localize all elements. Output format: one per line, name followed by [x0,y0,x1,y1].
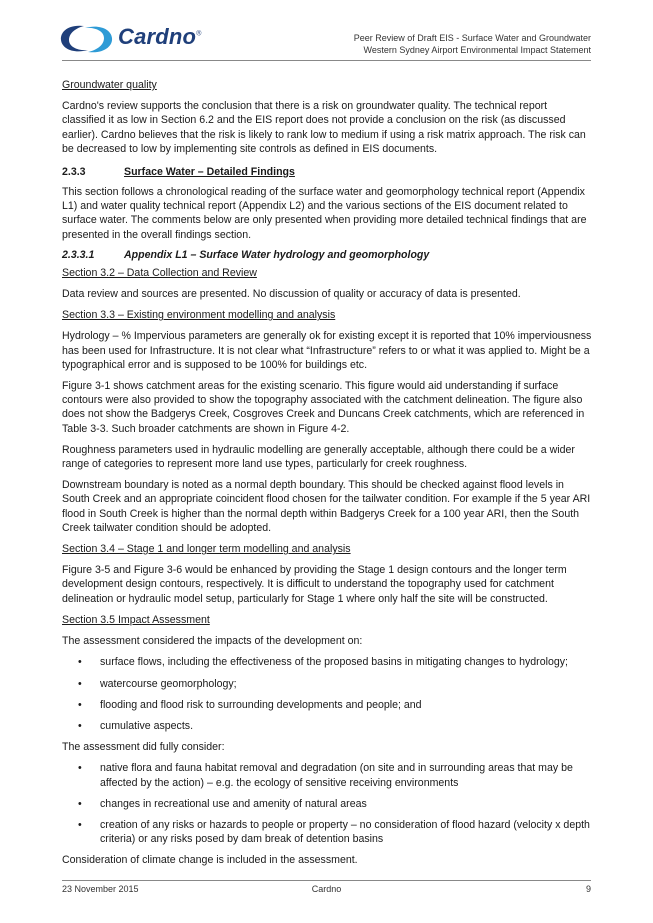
page-number: 9 [585,884,591,894]
footer-date: 23 November 2015 [62,884,139,894]
section-3-4-heading: Section 3.4 – Stage 1 and longer term modelling and analysis [62,543,351,556]
subsection-title: Appendix L1 – Surface Water hydrology and geomorphology [124,248,430,261]
section-3-3-paragraph-4: Downstream boundary is noted as a normal depth boundary. This should be checked against flood levels in South Creek and an appropriate coincident flood chosen for the tailwater condition. For example if the 5 year ARI flood in South Creek is higher than the normal depth within Badgerys Creek for a 100 year ARI, then the South Creek tailwater condition should be adopted. [62,479,591,534]
bullet-icon: • [78,677,82,690]
section-3-3-paragraph-2: Figure 3-1 shows catchment areas for the existing scenario. This figure would aid understanding if surface contours were also provided to show the topography associated with the catchment delineation. The figure also does not show the Badgerys Creek, Cosgroves Creek and Duncans Creek catchments, which are referenced in Table 3-3. Such broader catchments are shown in Figure 4-2. [62,380,585,435]
bullet-icon: • [78,818,82,831]
list-item: • creation of any risks or hazards to people or property – no consideration of flood hazard (velocity x depth criteria) or any risks posed by dam break of detention basins [78,818,590,846]
list-item: • cumulative aspects. [78,719,194,732]
section-3-5-heading: Section 3.5 Impact Assessment [62,613,210,626]
footer-divider [62,880,591,881]
footer-company: Cardno [311,884,342,894]
section-3-3-heading: Section 3.3 – Existing environment modelling and analysis [62,309,336,322]
bullet-icon: • [78,797,82,810]
groundwater-paragraph: Cardno's review supports the conclusion that there is a risk on groundwater quality. The technical report classified it as low in Section 6.2 and the EIS report does not provide a conclusion on the risk (as discussed earlier). Cardno believes that the risk is likely to rank low to medium if using a risk matrix approach. The risk can be decreased to low by implementing site controls as defined in EIS documents. [62,100,586,155]
document-header-title [354,32,591,56]
cardno-swoosh-icon [58,22,116,56]
section-number: 2.3.3 [62,166,86,179]
section-3-3-paragraph-3: Roughness parameters used in hydraulic modelling are generally acceptable, although there could be a wider range of categories to represent more land use types, particularly for creek roughness. [62,443,575,471]
climate-change-paragraph: Consideration of climate change is included in the assessment. [62,854,358,867]
groundwater-heading: Groundwater quality [62,79,157,91]
header-title-line-1: Peer Review of Draft EIS - Surface Water and Groundwater [353,33,591,43]
logo-wordmark: Cardno® [118,24,202,49]
bullet-icon: • [78,762,82,775]
section-3-2-heading: Section 3.2 – Data Collection and Review [62,266,257,279]
section-3-5-intro: The assessment considered the impacts of the development on: [62,635,363,648]
fully-considered-list [62,761,592,846]
section-title: Surface Water – Detailed Findings [124,166,295,179]
subsection-number: 2.3.3.1 [62,248,95,261]
section-2-3-3-heading [62,166,592,178]
section-3-5-intro-2: The assessment did fully consider: [62,741,225,754]
cardno-logo [58,22,218,56]
document-body [62,78,592,875]
list-item: • flooding and flood risk to surrounding developments and people; and [78,698,422,711]
section-3-2-paragraph: Data review and sources are presented. No discussion of quality or accuracy of data is presented. [62,288,521,301]
header-divider [62,60,591,61]
list-item: • watercourse geomorphology; [78,677,237,690]
section-2-3-3-paragraph: This section follows a chronological reading of the surface water and geomorphology technical report (Appendix L1) and water quality technical report (Appendix L2) and the various sections of the EIS document related to surface water. The comments below are only presented when providing more detailed technical findings that are presented in the overall findings section. [62,186,587,241]
impacts-considered-list [62,655,592,733]
section-3-4-paragraph: Figure 3-5 and Figure 3-6 would be enhanced by providing the Stage 1 design contours and the longer term development design contours, respectively. It is difficult to understand the topography used for catchment delineation or hydraulic model setup, particularly for Stage 1 where only half the site will be constructed. [62,564,567,605]
section-2-3-3-1-heading [62,249,592,261]
list-item: • native flora and fauna habitat removal and degradation (on site and in surrounding areas that may be affected by the action) – e.g. the ecology of sensitive receiving environments [78,762,573,789]
list-item: • changes in recreational use and amenity of natural areas [78,797,367,810]
header-title-line-2: Western Sydney Airport Environmental Impact Statement [363,45,591,55]
bullet-icon: • [78,698,82,711]
list-item: • surface flows, including the effectiveness of the proposed basins in mitigating changes to hydrology; [78,656,568,669]
section-3-3-paragraph-1: Hydrology – % Impervious parameters are generally ok for existing except it is reported that 10% imperviousness has been used for Infrastructure. It is not clear what “Infrastructure” refers to or what it was applied to. Might be a typographical error and is supposed to be 100% for buildings etc. [62,330,592,371]
bullet-icon: • [78,719,82,732]
bullet-icon: • [78,656,82,669]
